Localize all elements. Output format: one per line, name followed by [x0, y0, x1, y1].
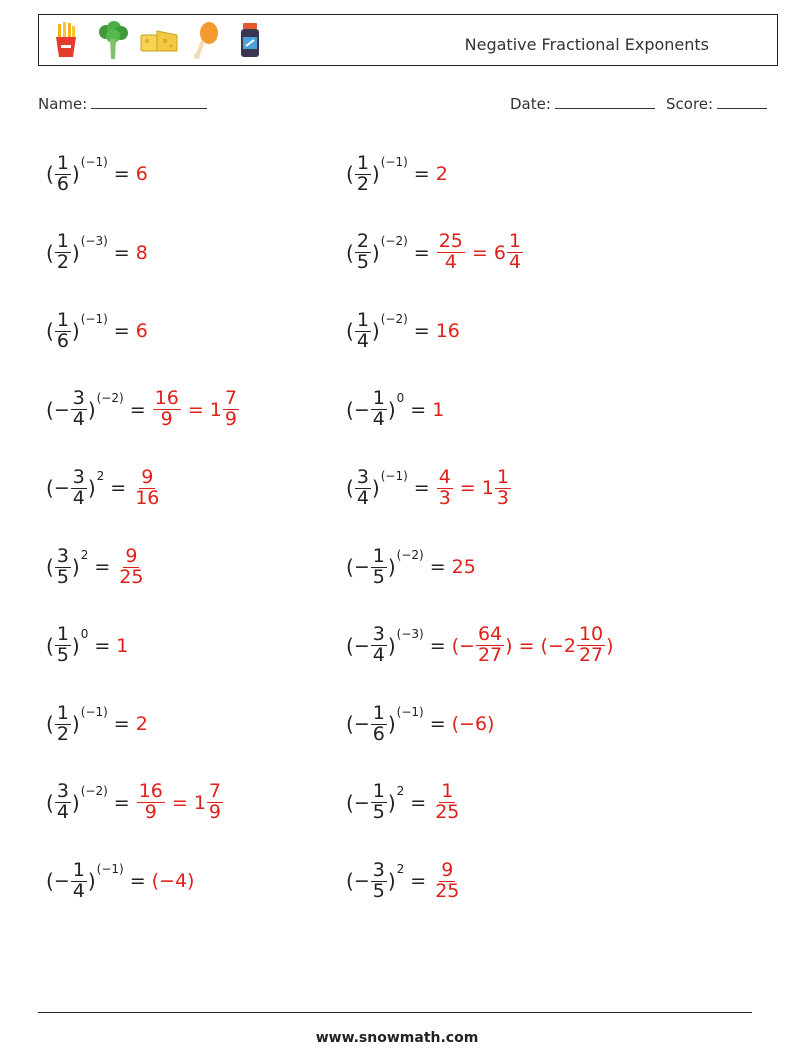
equals-sign: =	[429, 713, 446, 736]
fraction	[433, 782, 461, 823]
problem-item	[46, 225, 148, 281]
equals-sign: =	[413, 477, 430, 500]
denominator: 2	[356, 172, 369, 195]
problem-item	[46, 303, 148, 359]
exponent: (−1)	[80, 155, 108, 169]
exponent: (−1)	[96, 862, 124, 877]
close-paren: )	[387, 869, 396, 894]
fraction	[355, 232, 371, 273]
exponent: (−1)	[80, 312, 108, 327]
numerator: 1	[372, 544, 385, 567]
answer-equals: =	[171, 791, 188, 814]
equals-sign: =	[113, 320, 130, 343]
numerator: 9	[125, 544, 138, 567]
close-paren: )	[371, 476, 380, 501]
fraction	[433, 858, 461, 902]
exponent: 2	[96, 469, 105, 484]
open-paren: (	[346, 790, 354, 815]
numerator: 9	[441, 858, 454, 881]
denominator: 5	[56, 644, 69, 667]
open-paren: (	[346, 555, 354, 579]
numerator: 16	[154, 387, 179, 410]
answer-equals: =	[459, 477, 476, 500]
fraction	[371, 782, 387, 823]
footer-url: www.snowmath.com	[315, 1030, 479, 1046]
answer-value: 8	[135, 241, 148, 264]
minus-sign: −	[53, 870, 70, 893]
cheese-icon	[139, 21, 179, 57]
answer-value: (−6)	[451, 713, 495, 736]
exponent: (−2)	[96, 390, 124, 405]
answer	[452, 713, 495, 735]
chicken-leg-icon	[192, 21, 220, 61]
open-paren: (	[46, 162, 54, 186]
denominator: 5	[356, 251, 369, 274]
open-paren: (	[46, 869, 54, 894]
answer	[452, 556, 476, 578]
numerator: 1	[56, 308, 69, 331]
numerator: 3	[72, 387, 85, 410]
open-paren: (	[346, 162, 354, 186]
denominator: 4	[356, 486, 369, 509]
numerator: 7	[208, 780, 221, 803]
worksheet-title: Negative Fractional Exponents	[464, 35, 709, 54]
denominator: 4	[372, 644, 385, 667]
equals-sign: =	[113, 791, 130, 814]
answer-value: 6	[135, 163, 148, 185]
exponent: (−2)	[396, 548, 424, 562]
date-label: Date:	[510, 95, 551, 113]
problem-item	[346, 225, 524, 281]
answer	[436, 465, 512, 509]
open-paren: (	[46, 240, 54, 265]
date-line[interactable]	[555, 94, 655, 109]
equals-sign: =	[410, 791, 427, 814]
problem-item	[46, 460, 162, 516]
denominator: 25	[435, 879, 460, 902]
mixed-whole: 1	[481, 477, 494, 500]
open-paren: (	[346, 397, 354, 422]
open-paren: (	[346, 476, 354, 501]
numerator: 25	[438, 230, 463, 253]
numerator: 1	[356, 308, 369, 331]
fraction	[55, 625, 71, 666]
equals-sign: =	[94, 634, 111, 657]
jar-icon	[239, 21, 261, 61]
numerator: 3	[372, 858, 385, 881]
problem-item	[346, 853, 462, 909]
minus-sign: −	[353, 870, 370, 893]
problem-item	[46, 382, 240, 438]
fraction	[223, 389, 239, 430]
close-paren: )	[371, 162, 380, 186]
close-paren: )	[606, 634, 614, 657]
answer-equals: =	[187, 398, 204, 421]
denominator: 4	[508, 251, 521, 274]
close-paren: )	[387, 397, 396, 422]
numerator: 1	[56, 701, 69, 724]
denominator: 4	[56, 801, 69, 824]
fries-icon	[53, 21, 79, 59]
exponent: (−1)	[396, 705, 424, 720]
denominator: 25	[119, 565, 144, 588]
equals-sign: =	[413, 163, 430, 185]
answer-equals: =	[471, 241, 488, 264]
minus-sign: −	[353, 791, 370, 814]
problem-item	[346, 618, 614, 674]
close-paren: )	[87, 869, 96, 894]
answer-value: 16	[435, 320, 460, 343]
answer	[136, 782, 224, 823]
answer	[136, 242, 148, 264]
fraction	[507, 232, 523, 273]
problem-item	[46, 539, 146, 595]
exponent: (−1)	[380, 155, 408, 169]
fraction	[495, 465, 511, 509]
close-paren: )	[387, 633, 396, 658]
fraction	[355, 308, 371, 352]
problem-item	[46, 853, 194, 909]
close-paren: )	[87, 476, 96, 501]
denominator: 4	[72, 879, 85, 902]
fraction	[371, 389, 387, 430]
close-paren: )	[71, 633, 80, 658]
denominator: 4	[372, 408, 385, 431]
equals-sign: =	[113, 713, 130, 736]
equals-sign: =	[410, 398, 427, 421]
open-paren: (	[346, 319, 354, 344]
equals-sign: =	[413, 320, 430, 343]
numerator: 3	[372, 623, 385, 646]
denominator: 2	[56, 722, 69, 745]
denominator: 3	[438, 486, 451, 509]
answer	[432, 399, 444, 421]
fraction	[577, 625, 605, 666]
open-paren: (	[346, 240, 354, 265]
fraction	[437, 232, 465, 273]
fraction	[476, 625, 504, 666]
exponent: 0	[80, 626, 89, 641]
mixed-whole: 2	[563, 634, 576, 657]
fraction	[55, 308, 71, 352]
numerator: 3	[56, 544, 69, 567]
open-paren: (	[346, 712, 354, 737]
close-paren: )	[87, 397, 96, 422]
minus-sign: −	[53, 477, 70, 500]
answer	[436, 320, 460, 342]
problem-item	[346, 382, 444, 438]
equals-sign: =	[113, 163, 130, 185]
footer-divider	[38, 1012, 752, 1013]
minus-sign: −	[353, 634, 370, 657]
problem-item	[346, 303, 460, 359]
denominator: 4	[72, 408, 85, 431]
date-field	[510, 94, 655, 113]
fraction	[55, 701, 71, 745]
problem-item	[46, 696, 148, 752]
open-paren: (	[46, 790, 54, 815]
fraction	[137, 782, 165, 823]
denominator: 6	[56, 172, 69, 195]
minus-sign: −	[53, 398, 70, 421]
answer-equals: =	[518, 634, 535, 657]
fraction	[207, 782, 223, 823]
fraction	[371, 544, 387, 588]
fraction	[355, 465, 371, 509]
problem-item	[346, 696, 494, 752]
denominator: 6	[56, 329, 69, 352]
score-line[interactable]	[717, 94, 767, 109]
denominator: 16	[135, 486, 160, 509]
answer	[116, 635, 128, 657]
numerator: 1	[356, 151, 369, 174]
exponent: (−3)	[80, 233, 108, 248]
denominator: 25	[435, 801, 460, 824]
answer	[452, 625, 614, 666]
denominator: 5	[372, 879, 385, 902]
fraction	[437, 465, 453, 509]
fraction	[371, 701, 387, 745]
answer-value: 1	[116, 634, 129, 657]
numerator: 1	[372, 701, 385, 724]
exponent: (−1)	[380, 469, 408, 484]
numerator: 7	[224, 387, 237, 410]
fraction	[117, 544, 145, 588]
close-paren: )	[71, 555, 80, 579]
denominator: 4	[356, 329, 369, 352]
fraction	[355, 151, 371, 195]
numerator: 1	[441, 780, 454, 803]
answer-value: 2	[135, 713, 148, 736]
numerator: 4	[438, 465, 451, 488]
numerator: 1	[56, 623, 69, 646]
name-line[interactable]	[91, 94, 207, 109]
close-paren: )	[71, 319, 80, 344]
close-paren: )	[71, 712, 80, 737]
problem-item	[346, 539, 476, 595]
answer	[136, 713, 148, 735]
denominator: 5	[372, 565, 385, 588]
denominator: 9	[144, 801, 157, 824]
answer-value: 6	[135, 320, 148, 343]
answer	[132, 465, 162, 509]
name-label: Name:	[38, 95, 88, 113]
denominator: 4	[72, 486, 85, 509]
denominator: 9	[224, 408, 237, 431]
open-paren-minus: (−	[540, 634, 564, 657]
answer	[432, 858, 462, 902]
score-field	[666, 94, 767, 113]
close-paren: )	[71, 162, 80, 186]
numerator: 2	[356, 230, 369, 253]
problem-item	[46, 775, 224, 831]
exponent: (−3)	[396, 626, 424, 641]
mixed-whole: 1	[193, 791, 206, 814]
denominator: 6	[372, 722, 385, 745]
fraction	[71, 465, 87, 509]
problem-item	[46, 146, 148, 202]
exponent: (−2)	[80, 783, 108, 798]
fraction	[71, 858, 87, 902]
numerator: 10	[578, 623, 604, 646]
answer	[136, 163, 148, 185]
denominator: 27	[477, 644, 503, 667]
numerator: 64	[477, 623, 503, 646]
numerator: 1	[496, 465, 509, 488]
answer	[116, 544, 146, 588]
fraction	[371, 858, 387, 902]
numerator: 16	[138, 780, 163, 803]
denominator: 3	[496, 486, 509, 509]
equals-sign: =	[94, 556, 111, 578]
answer-value: 25	[451, 556, 476, 578]
problem-item	[346, 146, 448, 202]
exponent: (−2)	[380, 233, 408, 248]
numerator: 1	[372, 780, 385, 803]
minus-sign: −	[353, 398, 370, 421]
fraction	[371, 625, 387, 666]
equals-sign: =	[410, 870, 427, 893]
answer	[136, 320, 148, 342]
problem-item	[346, 460, 512, 516]
denominator: 2	[56, 251, 69, 274]
numerator: 1	[56, 151, 69, 174]
exponent: (−1)	[80, 705, 108, 720]
fraction	[55, 544, 71, 588]
equals-sign: =	[113, 241, 130, 264]
exponent: 0	[396, 390, 405, 405]
minus-sign: −	[353, 556, 370, 578]
exponent: 2	[396, 862, 405, 877]
fraction	[55, 232, 71, 273]
numerator: 1	[56, 230, 69, 253]
numerator: 1	[372, 387, 385, 410]
fraction	[133, 465, 161, 509]
problem-item	[346, 775, 462, 831]
equals-sign: =	[110, 477, 127, 500]
equals-sign: =	[429, 634, 446, 657]
numerator: 1	[72, 858, 85, 881]
fraction	[55, 151, 71, 195]
exponent: 2	[80, 548, 89, 562]
denominator: 27	[578, 644, 604, 667]
numerator: 3	[72, 465, 85, 488]
equals-sign: =	[429, 556, 446, 578]
answer	[152, 389, 240, 430]
exponent: 2	[396, 783, 405, 798]
exponent: (−2)	[380, 312, 408, 327]
open-paren: (	[46, 712, 54, 737]
mixed-whole: 1	[209, 398, 222, 421]
open-paren: (	[46, 555, 54, 579]
open-paren: (	[346, 869, 354, 894]
denominator: 5	[372, 801, 385, 824]
minus-sign: −	[353, 713, 370, 736]
answer	[432, 782, 462, 823]
mixed-whole: 6	[493, 241, 506, 264]
denominator: 9	[160, 408, 173, 431]
close-paren: )	[387, 712, 396, 737]
equals-sign: =	[129, 870, 146, 893]
equals-sign: =	[129, 398, 146, 421]
name-field	[38, 94, 207, 113]
open-paren: (	[46, 633, 54, 658]
answer-value: 2	[435, 163, 448, 185]
open-paren: (	[46, 319, 54, 344]
broccoli-icon	[97, 21, 129, 61]
open-paren: (	[346, 633, 354, 658]
close-paren: )	[71, 240, 80, 265]
close-paren: )	[387, 790, 396, 815]
denominator: 5	[56, 565, 69, 588]
numerator: 3	[56, 780, 69, 803]
denominator: 4	[444, 251, 457, 274]
fraction	[153, 389, 181, 430]
open-paren: (	[46, 476, 54, 501]
open-paren: (	[46, 397, 54, 422]
fraction	[71, 389, 87, 430]
worksheet-header	[38, 14, 778, 66]
close-paren: )	[387, 555, 396, 579]
problem-item	[46, 618, 128, 674]
score-label: Score:	[666, 95, 714, 113]
answer	[152, 870, 195, 892]
answer-value: 1	[432, 398, 445, 421]
fraction	[55, 782, 71, 823]
close-paren: )	[505, 634, 513, 657]
close-paren: )	[371, 240, 380, 265]
close-paren: )	[71, 790, 80, 815]
numerator: 3	[356, 465, 369, 488]
close-paren: )	[371, 319, 380, 344]
denominator: 9	[208, 801, 221, 824]
numerator: 1	[508, 230, 521, 253]
answer	[436, 232, 524, 273]
equals-sign: =	[413, 241, 430, 264]
answer-value: (−4)	[151, 870, 195, 893]
open-paren-minus: (−	[451, 634, 475, 657]
answer	[436, 163, 448, 185]
numerator: 9	[141, 465, 154, 488]
